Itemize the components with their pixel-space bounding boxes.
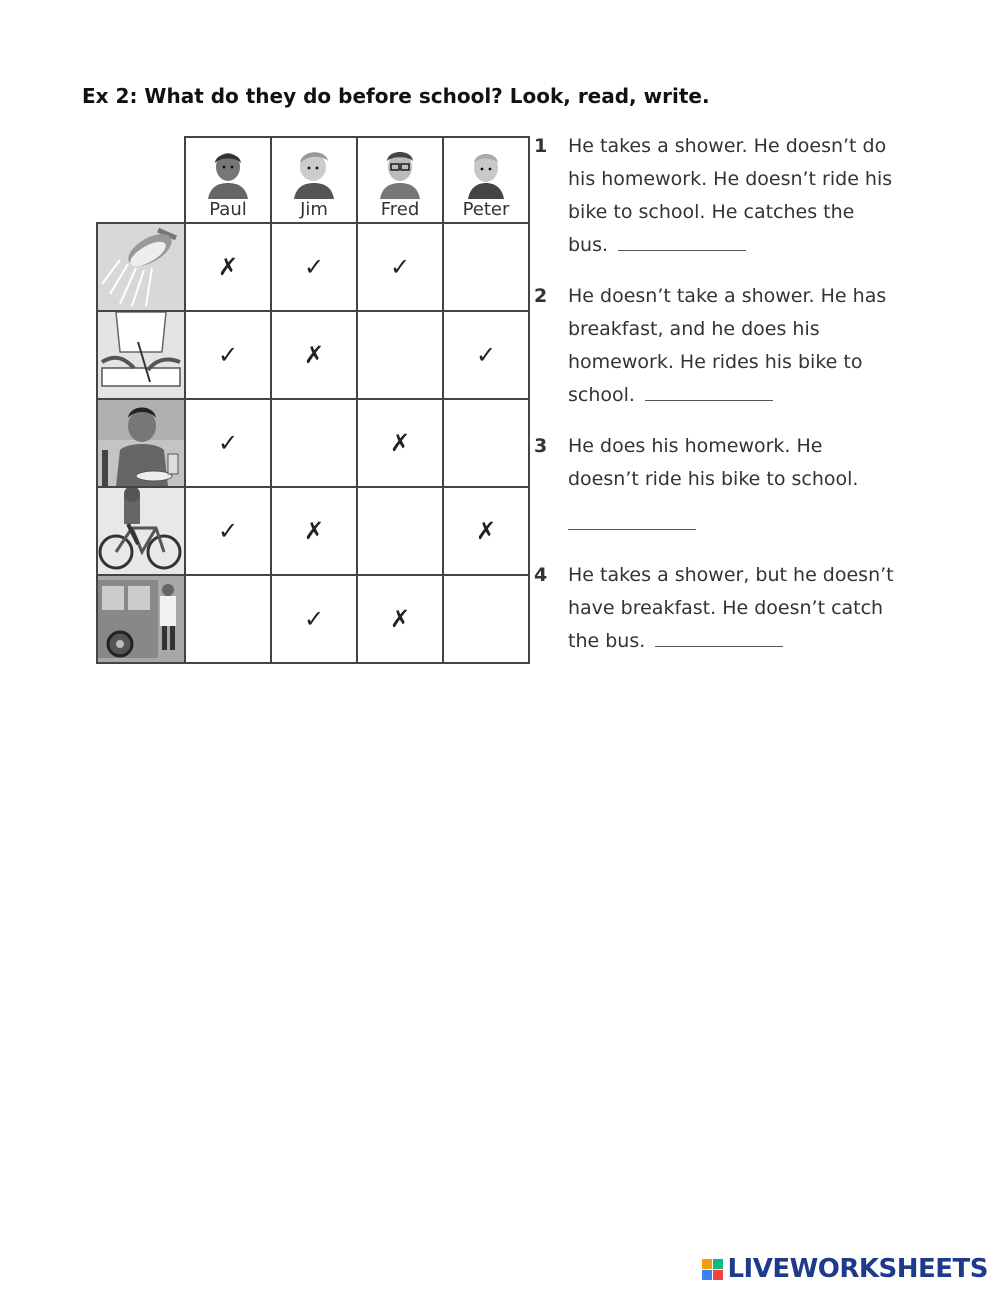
mark-cell: [443, 575, 529, 663]
boy-portrait-icon: [284, 143, 344, 199]
liveworksheets-logo: [702, 1254, 988, 1284]
table-row: [97, 223, 529, 311]
person-name: Paul: [209, 199, 247, 220]
mark-cell: ✗: [357, 575, 443, 663]
question-item: [534, 430, 894, 541]
homework-icon: [98, 312, 184, 398]
boy-portrait-icon: [456, 143, 516, 199]
answer-blank[interactable]: [655, 628, 783, 647]
mark-cell: ✓: [271, 223, 357, 311]
empty-corner-cell: [97, 137, 185, 223]
mark-cell: [357, 311, 443, 399]
bike-picture: [97, 487, 185, 575]
mark-cell: ✗: [357, 399, 443, 487]
question-number: 4: [534, 564, 548, 586]
mark-cell: [271, 399, 357, 487]
table-row: [97, 575, 529, 663]
table-header-row: [97, 137, 529, 223]
question-item: [534, 130, 894, 262]
question-text: He takes a shower. He doesn’t do his homework. He doesn’t ride his bike to school. He catches the bus.: [568, 135, 893, 256]
bus-picture: [97, 575, 185, 663]
breakfast-picture: [97, 399, 185, 487]
mark-cell: ✓: [271, 575, 357, 663]
question-text: He does his homework. He doesn’t ride his bike to school.: [568, 435, 859, 490]
question-text: He takes a shower, but he doesn’t have breakfast. He doesn’t catch the bus.: [568, 564, 894, 652]
mark-cell: ✓: [185, 487, 271, 575]
homework-picture: [97, 311, 185, 399]
mark-cell: ✗: [443, 487, 529, 575]
mark-cell: [443, 223, 529, 311]
mark-cell: ✓: [357, 223, 443, 311]
table-row: [97, 311, 529, 399]
person-header-peter: [443, 137, 529, 223]
bicycle-icon: [98, 488, 184, 574]
person-header-jim: [271, 137, 357, 223]
exercise-title: Ex 2: What do they do before school? Look, read, write.: [82, 84, 710, 108]
answer-blank[interactable]: [618, 232, 746, 251]
table-row: [97, 399, 529, 487]
logo-text: LIVEWORKSHEETS: [727, 1254, 988, 1284]
mark-cell: ✗: [271, 311, 357, 399]
question-number: 2: [534, 285, 548, 307]
answer-blank[interactable]: [568, 511, 696, 530]
breakfast-icon: [98, 400, 184, 486]
person-header-fred: [357, 137, 443, 223]
mark-cell: [443, 399, 529, 487]
question-item: [534, 280, 894, 412]
table-row: [97, 487, 529, 575]
mark-cell: ✗: [271, 487, 357, 575]
boy-portrait-icon: [198, 143, 258, 199]
question-number: 1: [534, 135, 548, 157]
person-header-paul: [185, 137, 271, 223]
question-number: 3: [534, 435, 548, 457]
person-name: Fred: [380, 199, 420, 220]
question-list: [534, 130, 894, 674]
boy-with-glasses-icon: [370, 143, 430, 199]
question-text: He doesn’t take a shower. He has breakfast, and he does his homework. He rides his bike to school.: [568, 285, 887, 406]
shower-icon: [98, 224, 184, 310]
question-item: [534, 559, 894, 658]
answer-blank[interactable]: [645, 382, 773, 401]
mark-cell: ✓: [443, 311, 529, 399]
mark-cell: [357, 487, 443, 575]
person-name: Peter: [462, 199, 510, 220]
bus-icon: [98, 576, 184, 662]
mark-cell: [185, 575, 271, 663]
mark-cell: ✗: [185, 223, 271, 311]
mark-cell: ✓: [185, 311, 271, 399]
shower-picture: [97, 223, 185, 311]
person-name: Jim: [300, 199, 328, 220]
mark-cell: ✓: [185, 399, 271, 487]
logo-grid-icon: [702, 1259, 723, 1280]
activity-table: [96, 136, 530, 664]
